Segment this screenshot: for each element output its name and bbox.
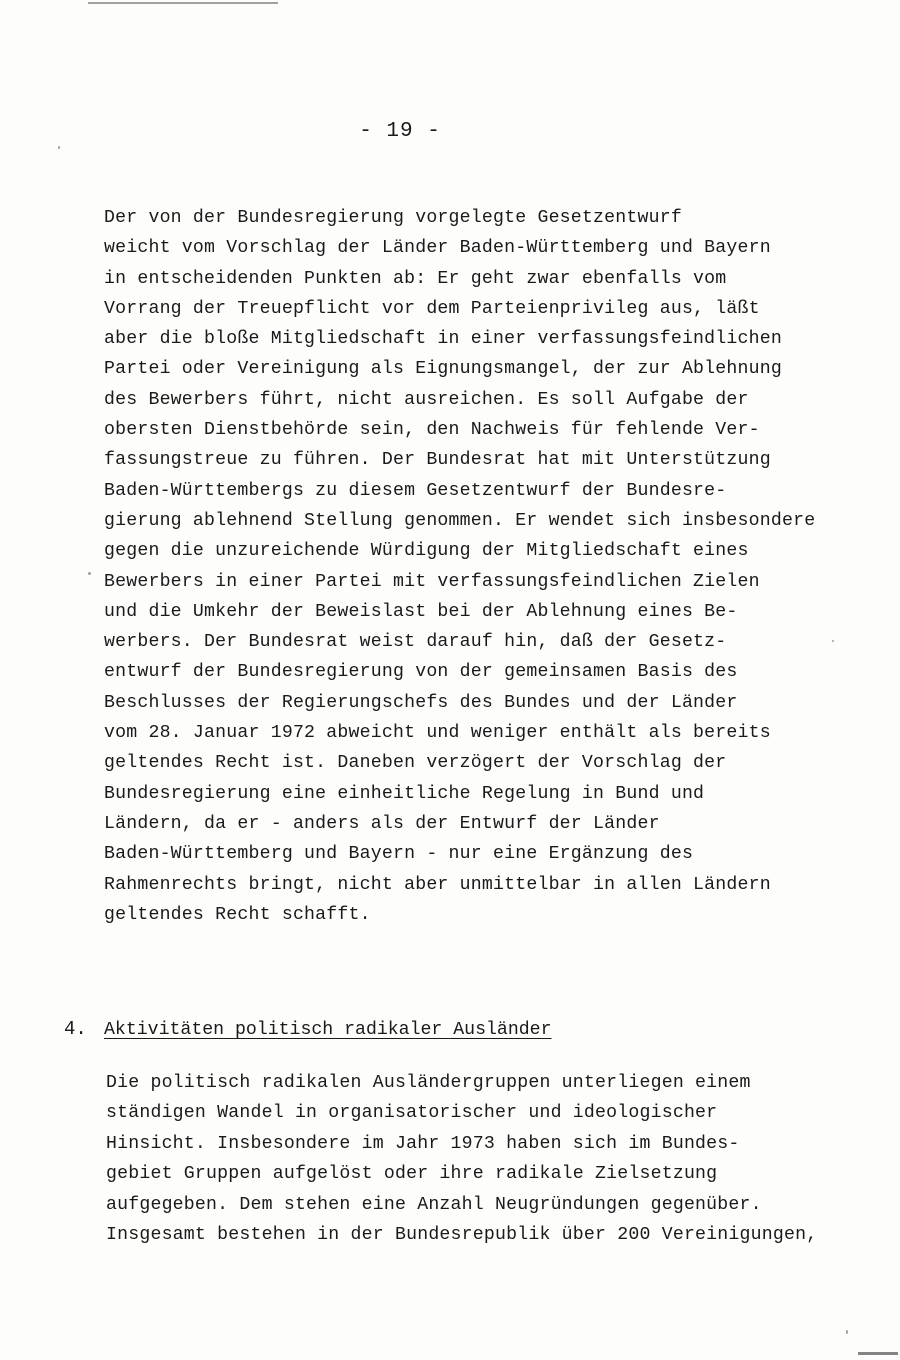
text-line: und die Umkehr der Beweislast bei der Ablehnung eines Be- [104, 601, 738, 622]
text-line: Der von der Bundesregierung vorgelegte Gesetzentwurf [104, 208, 682, 228]
text-line: Insgesamt bestehen in der Bundesrepublik über 200 Vereinigungen, [106, 1225, 818, 1246]
text-line: gegen die unzureichende Würdigung der Mitgliedschaft eines [104, 541, 749, 562]
bottom-edge-mark [858, 1352, 898, 1355]
text-line: Vorrang der Treuepflicht vor dem Parteienprivileg aus, läßt [104, 298, 760, 319]
text-line: fassungstreue zu führen. Der Bundesrat hat mit Unterstützung [104, 450, 771, 471]
text-line: geltendes Recht schafft. [104, 904, 371, 925]
text-line: Bundesregierung eine einheitliche Regelung in Bund und [104, 783, 705, 804]
paragraph-foreign-groups [106, 1068, 817, 1250]
section-number: 4. [64, 1018, 87, 1040]
text-line: Baden-Württemberg und Bayern - nur eine Ergänzung des [104, 844, 694, 865]
text-line: ständigen Wandel in organisatorischer und ideologischer [106, 1103, 718, 1124]
text-line: geltendes Recht ist. Daneben verzögert der Vorschlag der [104, 753, 727, 774]
page-number: - 19 - [359, 120, 441, 143]
text-line: gierung ablehnend Stellung genommen. Er wendet sich insbesondere [104, 510, 816, 531]
section-title: Aktivitäten politisch radikaler Ausländer [104, 1020, 552, 1040]
text-line: Rahmenrechts bringt, nicht aber unmittelbar in allen Ländern [104, 874, 771, 895]
text-line: Beschlusses der Regierungschefs des Bundes und der Länder [104, 692, 738, 713]
text-line: aufgegeben. Dem stehen eine Anzahl Neugründungen gegenüber. [106, 1194, 762, 1215]
text-line: Ländern, da er - anders als der Entwurf der Länder [104, 813, 660, 834]
text-line: vom 28. Januar 1972 abweicht und weniger enthält als bereits [104, 723, 771, 744]
scan-speck [88, 572, 91, 575]
text-line: gebiet Gruppen aufgelöst oder ihre radikale Zielsetzung [106, 1164, 718, 1185]
text-line: obersten Dienstbehörde sein, den Nachweis für fehlende Ver- [104, 420, 760, 441]
text-line: entwurf der Bundesregierung von der gemeinsamen Basis des [104, 662, 738, 683]
text-line: Baden-Württembergs zu diesem Gesetzentwurf der Bundesre- [104, 480, 727, 501]
text-line: Bewerbers in einer Partei mit verfassungsfeindlichen Zielen [104, 571, 760, 592]
text-line: in entscheidenden Punkten ab: Er geht zwar ebenfalls vom [104, 268, 727, 289]
text-line: Die politisch radikalen Ausländergruppen unterliegen einem [106, 1073, 751, 1093]
scan-speck [58, 146, 60, 149]
text-line: des Bewerbers führt, nicht ausreichen. Es soll Aufgabe der [104, 389, 749, 410]
text-line: Hinsicht. Insbesondere im Jahr 1973 haben sich im Bundes- [106, 1133, 740, 1154]
scan-speck [832, 640, 834, 642]
text-line: aber die bloße Mitgliedschaft in einer verfassungsfeindlichen [104, 329, 782, 350]
section-heading [64, 1018, 552, 1040]
text-line: weicht vom Vorschlag der Länder Baden-Württemberg und Bayern [104, 238, 771, 259]
scan-speck [846, 1330, 848, 1334]
top-edge-rule [88, 2, 278, 4]
text-line: werbers. Der Bundesrat weist darauf hin, daß der Gesetz- [104, 632, 727, 653]
text-line: Partei oder Vereinigung als Eignungsmangel, der zur Ablehnung [104, 359, 782, 380]
paragraph-federal-draft-law [104, 203, 815, 930]
